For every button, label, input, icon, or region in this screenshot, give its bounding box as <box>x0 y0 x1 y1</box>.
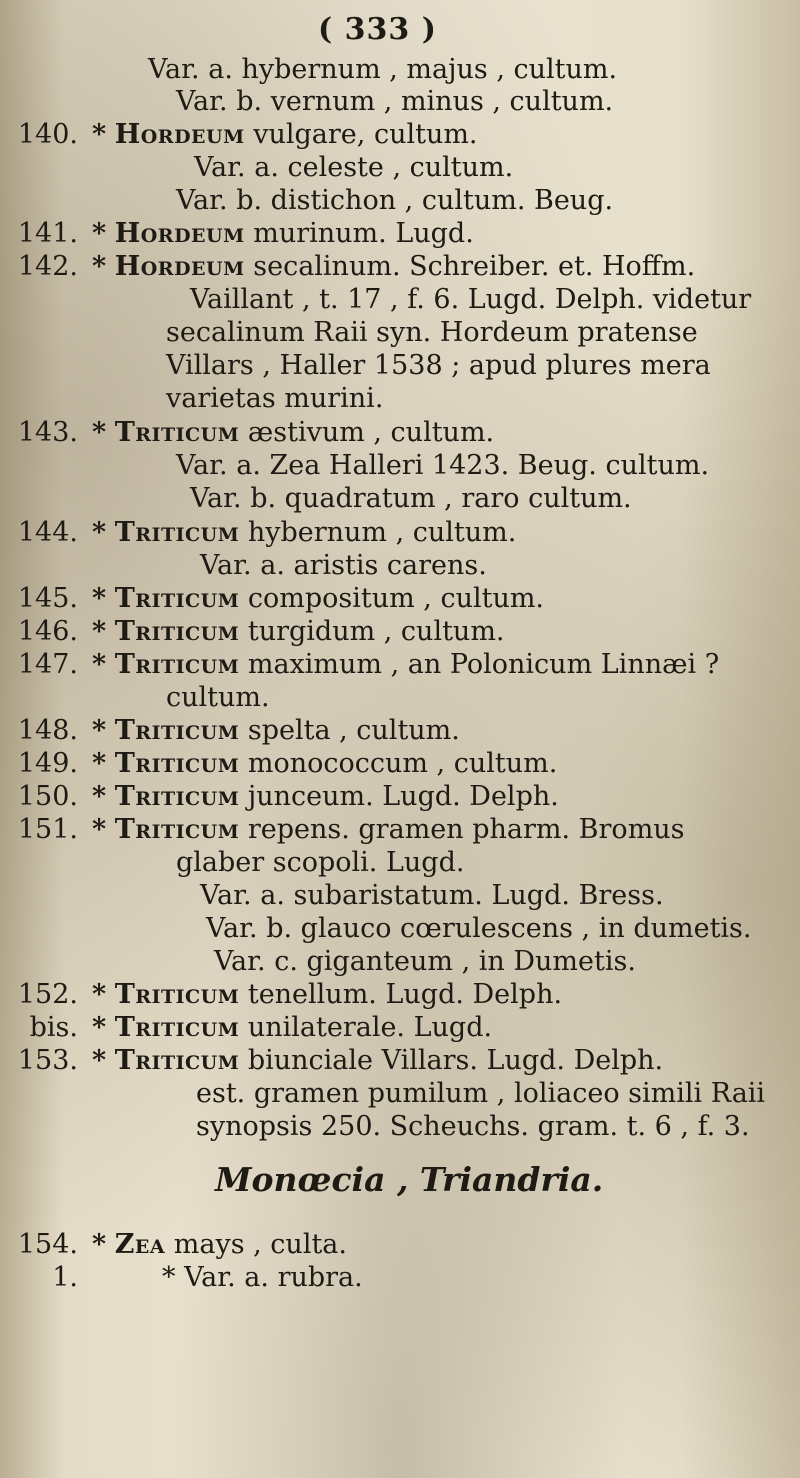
entry-text: vulgare, cultum. <box>253 119 478 150</box>
entry-text: secalinum. Schreiber. et. Hoffm. <box>253 251 696 282</box>
cultivated-marker: * <box>92 1012 107 1043</box>
entry-number: 144. <box>17 517 78 548</box>
entry-text: Var. a. hybernum , majus , cultum. <box>148 54 618 85</box>
cultivated-marker: * <box>92 583 107 614</box>
cultivated-marker: * <box>92 814 107 845</box>
entry-number: 151. <box>17 814 78 845</box>
genus-name: Triticum <box>114 616 240 647</box>
entry-text: secalinum Raii syn. Hordeum pratense <box>166 317 698 348</box>
entry-text: Var. a. subaristatum. Lugd. Bress. <box>200 880 664 911</box>
entry-text: glaber scopoli. Lugd. <box>176 847 465 878</box>
entry-text: junceum. Lugd. Delph. <box>247 781 559 812</box>
entry-text: murinum. Lugd. <box>253 218 474 249</box>
entry-text: cultum. <box>166 682 270 713</box>
entry-text: compositum , cultum. <box>247 583 545 614</box>
genus-name: Hordeum <box>114 251 245 282</box>
page-number: ( 333 ) <box>318 12 437 47</box>
entry-number: 140. <box>17 119 78 150</box>
entry-text: hybernum , cultum. <box>247 517 517 548</box>
cultivated-marker: * <box>92 218 107 249</box>
entry-number: 143. <box>17 417 78 448</box>
cultivated-marker: * <box>92 649 107 680</box>
entry-number: 148. <box>17 715 78 746</box>
genus-name: Triticum <box>114 814 240 845</box>
genus-name: Triticum <box>114 748 240 779</box>
entry-text: Var. b. glauco cœrulescens , in dumetis. <box>206 913 752 944</box>
cultivated-marker: * <box>92 715 107 746</box>
entry-text: synopsis 250. Scheuchs. gram. t. 6 , f. 3. <box>196 1111 750 1142</box>
genus-name: Hordeum <box>114 218 245 249</box>
entry-text: tenellum. Lugd. Delph. <box>247 979 563 1010</box>
entry-number: 147. <box>17 649 78 680</box>
entry-number: 141. <box>17 218 78 249</box>
genus-name: Hordeum <box>114 119 245 150</box>
entry-number: bis. <box>29 1012 78 1043</box>
entry-number: 1. <box>52 1262 78 1293</box>
genus-name: Triticum <box>114 649 240 680</box>
entry-text: turgidum , cultum. <box>247 616 505 647</box>
entry-number: 152. <box>17 979 78 1010</box>
entry-number: 142. <box>17 251 78 282</box>
entry-text: varietas murini. <box>166 383 384 414</box>
cultivated-marker: * <box>92 1229 107 1260</box>
entry-number: 150. <box>17 781 78 812</box>
genus-name: Triticum <box>114 517 240 548</box>
cultivated-marker: * <box>92 119 107 150</box>
entry-number: 145. <box>17 583 78 614</box>
entry-text: Var. a. aristis carens. <box>200 550 487 581</box>
genus-name: Triticum <box>114 417 240 448</box>
section-heading: Monœcia , Triandria. <box>215 1160 604 1199</box>
cultivated-marker: * <box>92 417 107 448</box>
entry-number: 149. <box>17 748 78 779</box>
entry-text: unilaterale. Lugd. <box>247 1012 493 1043</box>
genus-name: Triticum <box>114 1045 240 1076</box>
cultivated-marker: * <box>92 1045 107 1076</box>
entry-text: Var. b. distichon , cultum. Beug. <box>176 185 614 216</box>
entry-text: Var. a. Zea Halleri 1423. Beug. cultum. <box>176 450 710 481</box>
cultivated-marker: * <box>92 979 107 1010</box>
genus-name: Triticum <box>114 715 240 746</box>
entry-text: monococcum , cultum. <box>247 748 558 779</box>
entry-text: Var. b. vernum , minus , cultum. <box>176 86 614 117</box>
entry-text: Var. c. giganteum , in Dumetis. <box>214 946 636 977</box>
entry-text: biunciale Villars. Lugd. Delph. <box>247 1045 664 1076</box>
cultivated-marker: * <box>92 748 107 779</box>
genus-name: Triticum <box>114 1012 240 1043</box>
genus-name: Zea <box>114 1229 166 1260</box>
entry-text: mays , culta. <box>173 1229 347 1260</box>
cultivated-marker: * <box>92 781 107 812</box>
entry-text: Var. b. quadratum , raro cultum. <box>190 483 632 514</box>
cultivated-marker: * <box>92 616 107 647</box>
cultivated-marker: * <box>92 251 107 282</box>
genus-name: Triticum <box>114 979 240 1010</box>
entry-text: Var. a. celeste , cultum. <box>194 152 514 183</box>
genus-name: Triticum <box>114 583 240 614</box>
entry-text: æstivum , cultum. <box>247 417 495 448</box>
entry-text: est. gramen pumilum , loliaceo simili Raii <box>196 1078 766 1109</box>
entry-number: 154. <box>17 1229 78 1260</box>
genus-name: Triticum <box>114 781 240 812</box>
entry-text: Villars , Haller 1538 ; apud plures mera <box>166 350 711 381</box>
entry-number: 146. <box>17 616 78 647</box>
entry-text: spelta , cultum. <box>247 715 460 746</box>
entry-text: maximum , an Polonicum Linnæi ? <box>247 649 720 680</box>
entry-text: Vaillant , t. 17 , f. 6. Lugd. Delph. videtur <box>190 284 752 315</box>
entry-text: repens. gramen pharm. Bromus <box>247 814 685 845</box>
cultivated-marker: * <box>92 517 107 548</box>
entry-number: 153. <box>17 1045 78 1076</box>
entry-text: * Var. a. rubra. <box>162 1262 363 1293</box>
